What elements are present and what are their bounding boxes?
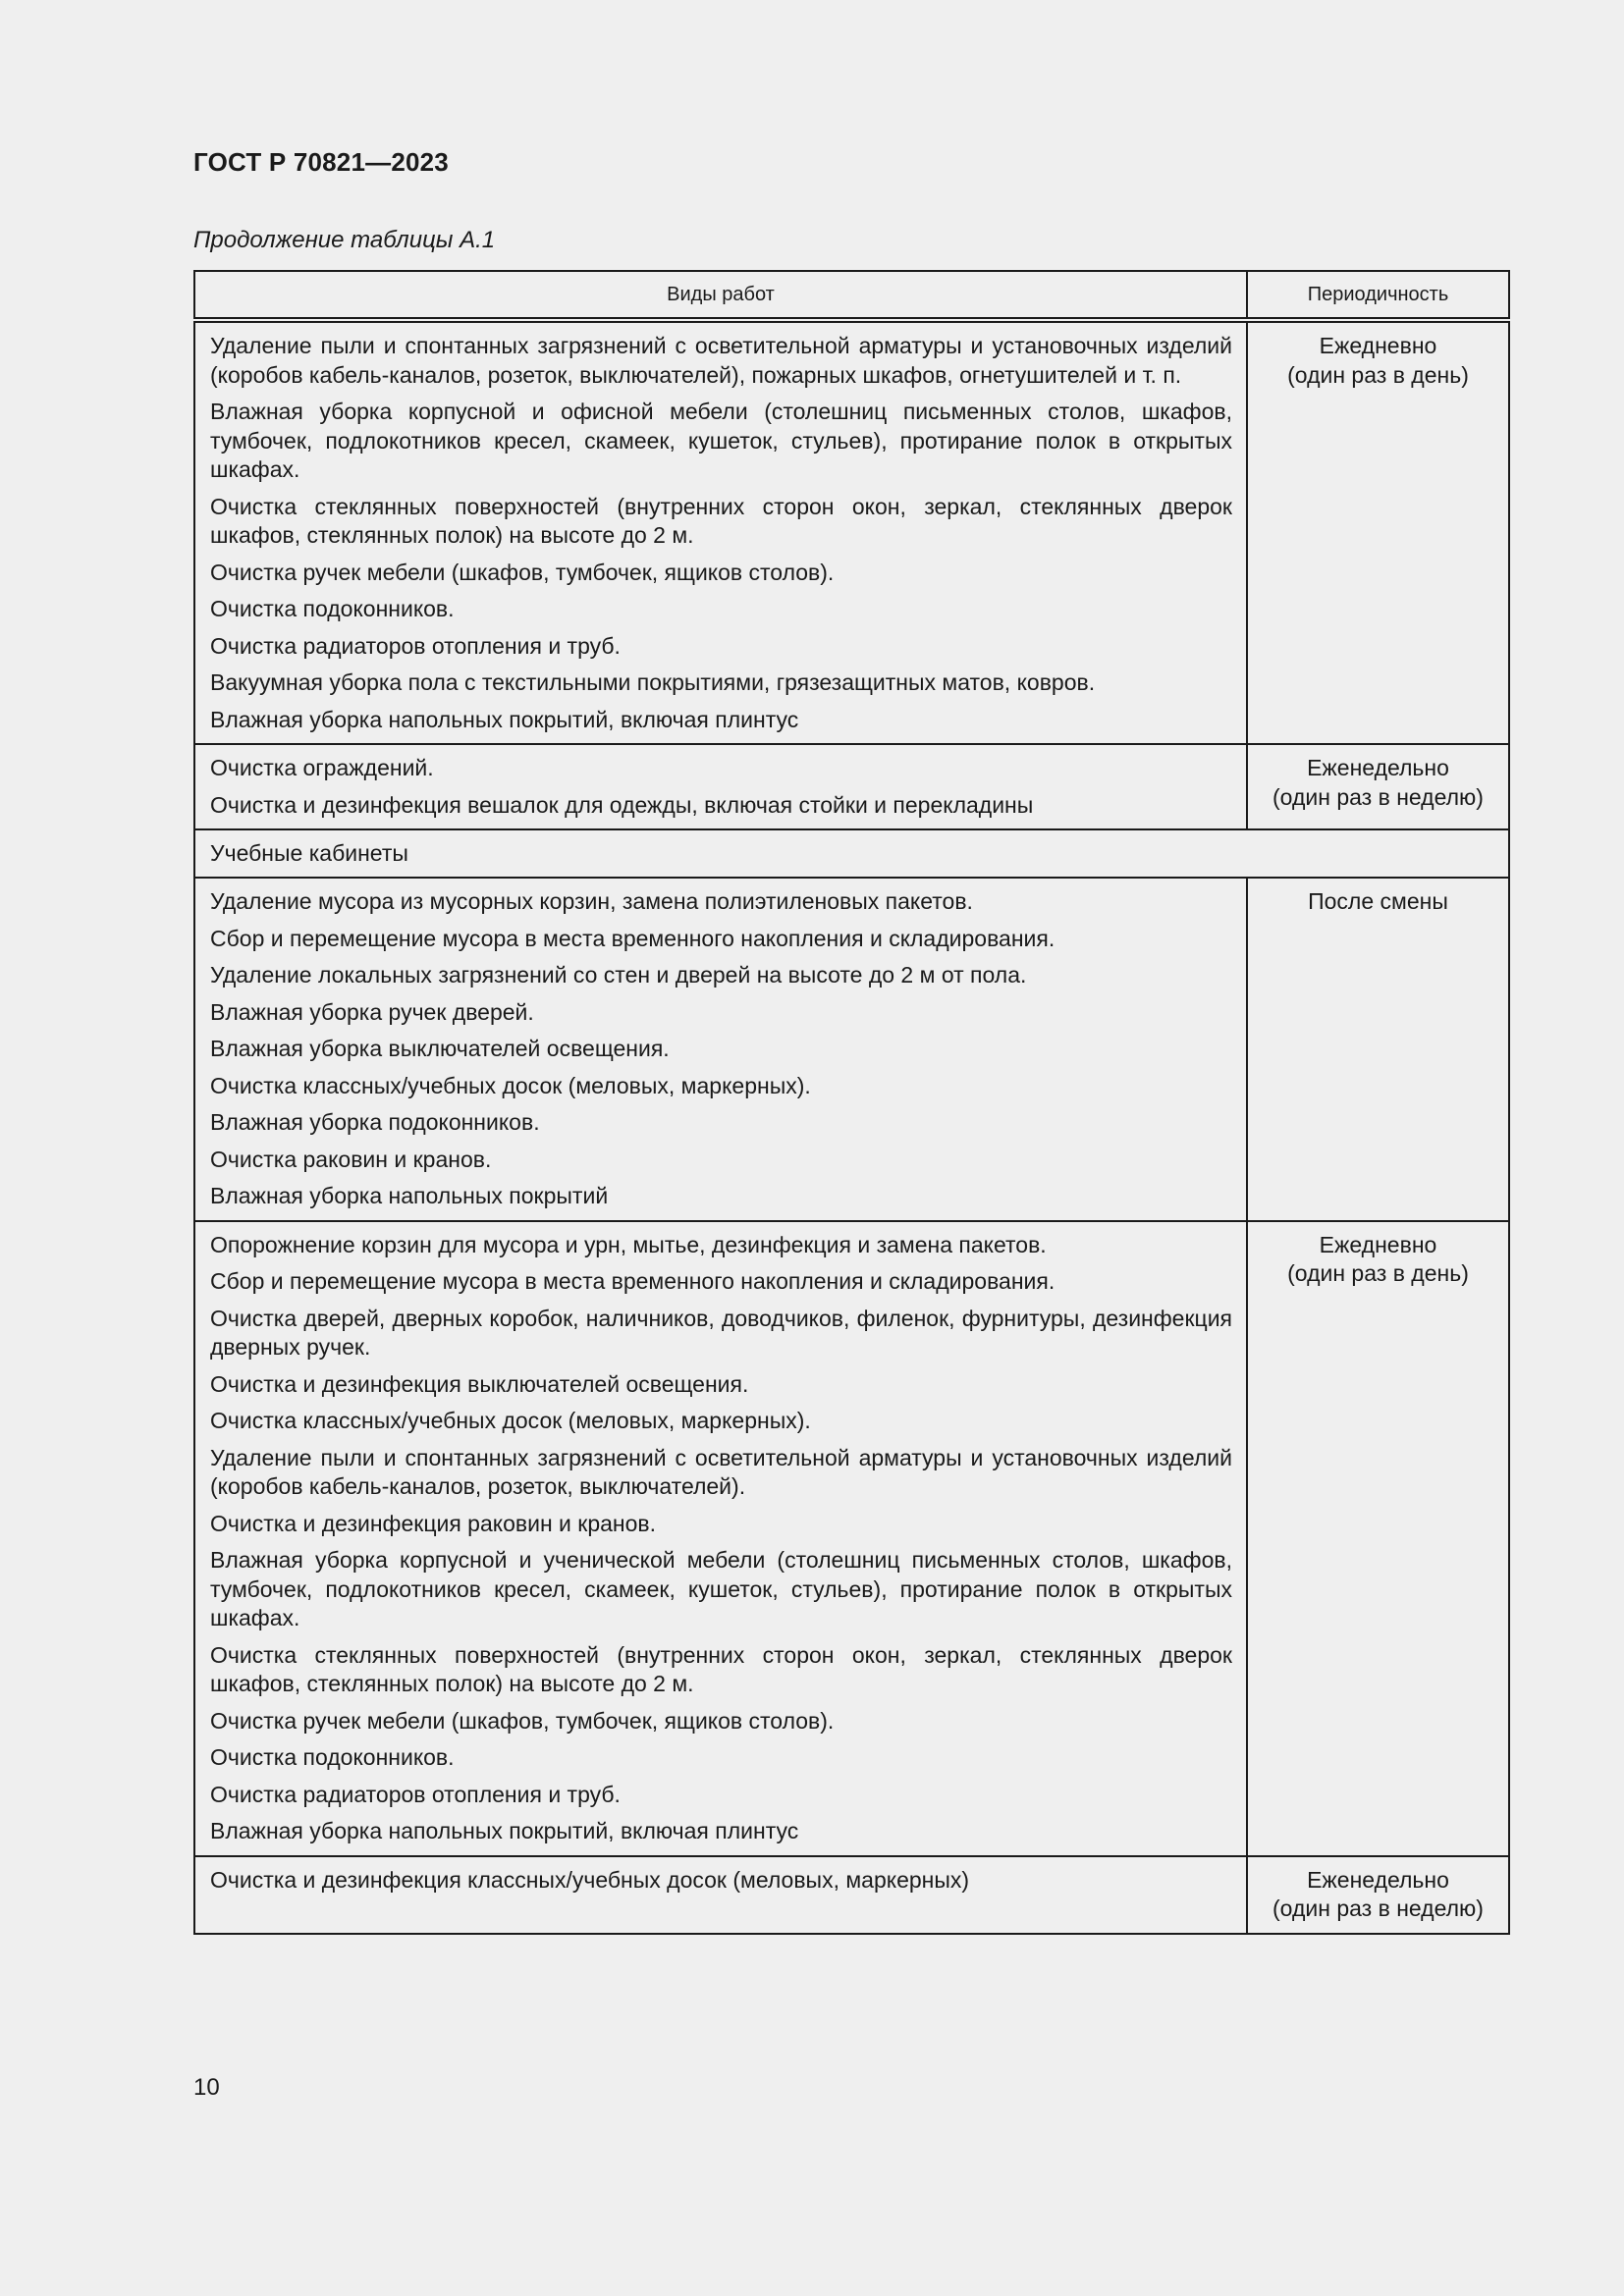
work-item: Очистка классных/учебных досок (меловых, маркерных). bbox=[210, 1408, 811, 1433]
work-item: Удаление пыли и спонтанных загрязнений с осветительной арматуры и установочных изделий (коробов кабель-каналов, розеток, выключателей), пожарных шкафов, огнетушителей и т. п. bbox=[210, 333, 1232, 388]
work-item: Влажная уборка ручек дверей. bbox=[210, 998, 534, 1025]
period-note: (один раз в неделю) bbox=[1272, 1896, 1484, 1921]
period-cell bbox=[1247, 744, 1509, 829]
period-label: Ежедневно bbox=[1319, 1231, 1437, 1257]
period-label: Еженедельно bbox=[1307, 755, 1449, 780]
work-item: Удаление мусора из мусорных корзин, замена полиэтиленовых пакетов. bbox=[210, 888, 973, 914]
document-code: ГОСТ Р 70821—2023 bbox=[193, 147, 449, 177]
page-number: 10 bbox=[193, 2074, 220, 2101]
table-row bbox=[194, 1221, 1509, 1856]
work-item: Очистка подоконников. bbox=[210, 596, 455, 621]
work-item: Удаление пыли и спонтанных загрязнений с осветительной арматуры и установочных изделий (коробов кабель-каналов, розеток, выключателей). bbox=[210, 1444, 1232, 1499]
work-item: Очистка ручек мебели (шкафов, тумбочек, ящиков столов). bbox=[210, 559, 835, 585]
work-item: Очистка классных/учебных досок (меловых, маркерных). bbox=[210, 1072, 811, 1098]
column-header-period: Периодичность bbox=[1247, 271, 1509, 320]
period-note: (один раз в неделю) bbox=[1272, 783, 1484, 810]
period-note: (один раз в день) bbox=[1287, 361, 1469, 388]
work-item: Очистка подоконников. bbox=[210, 1744, 455, 1770]
table-caption: Продолжение таблицы А.1 bbox=[193, 227, 496, 253]
table-header-row bbox=[194, 271, 1509, 320]
works-table bbox=[193, 270, 1510, 1935]
work-item: Очистка и дезинфекция вешалок для одежды, включая стойки и перекладины bbox=[210, 791, 1034, 818]
period-cell bbox=[1247, 1856, 1509, 1934]
period-label: Еженедельно bbox=[1307, 1866, 1449, 1893]
work-item: Очистка ограждений. bbox=[210, 755, 434, 780]
work-item: Влажная уборка корпусной и офисной мебели (столешниц письменных столов, шкафов, тумбочек, подлокотников кресел, скамеек, кушеток, стульев), протирание полок в открытых шкафах. bbox=[210, 399, 1232, 482]
works-cell bbox=[194, 1856, 1247, 1934]
work-item: Очистка и дезинфекция выключателей освещения. bbox=[210, 1370, 749, 1397]
section-title: Учебные кабинеты bbox=[194, 829, 1509, 878]
works-cell bbox=[194, 320, 1247, 744]
work-item: Очистка и дезинфекция раковин и кранов. bbox=[210, 1510, 657, 1536]
works-cell bbox=[194, 1221, 1247, 1856]
work-item: Очистка стеклянных поверхностей (внутренних сторон окон, зеркал, стеклянных дверок шкафов, стеклянных полок) на высоте до 2 м. bbox=[210, 493, 1232, 548]
table-row bbox=[194, 744, 1509, 829]
work-item: Влажная уборка напольных покрытий bbox=[210, 1183, 609, 1208]
period-cell bbox=[1247, 878, 1509, 1221]
work-item: Влажная уборка выключателей освещения. bbox=[210, 1036, 670, 1061]
work-item: Очистка стеклянных поверхностей (внутренних сторон окон, зеркал, стеклянных дверок шкафов, стеклянных полок) на высоте до 2 м. bbox=[210, 1641, 1232, 1696]
work-item: Очистка раковин и кранов. bbox=[210, 1146, 492, 1172]
work-item: Опорожнение корзин для мусора и урн, мытье, дезинфекция и замена пакетов. bbox=[210, 1231, 1047, 1257]
work-item: Вакуумная уборка пола с текстильными покрытиями, грязезащитных матов, ковров. bbox=[210, 669, 1096, 695]
work-item: Влажная уборка напольных покрытий, включая плинтус bbox=[210, 1818, 799, 1843]
work-item: Очистка радиаторов отопления и труб. bbox=[210, 632, 621, 659]
works-cell bbox=[194, 878, 1247, 1221]
table-row bbox=[194, 878, 1509, 1221]
period-label: После смены bbox=[1308, 888, 1448, 914]
works-cell bbox=[194, 744, 1247, 829]
period-cell bbox=[1247, 1221, 1509, 1856]
period-note: (один раз в день) bbox=[1287, 1260, 1469, 1286]
work-item: Сбор и перемещение мусора в места временного накопления и складирования. bbox=[210, 1268, 1056, 1294]
period-cell bbox=[1247, 320, 1509, 744]
table-row bbox=[194, 320, 1509, 744]
work-item: Влажная уборка подоконников. bbox=[210, 1109, 540, 1135]
work-item: Влажная уборка корпусной и ученической мебели (столешниц письменных столов, шкафов, тумбочек, подлокотников кресел, скамеек, кушеток, стульев), протирание полок в открытых шкафах. bbox=[210, 1547, 1232, 1630]
period-label: Ежедневно bbox=[1319, 333, 1437, 358]
column-header-works: Виды работ bbox=[194, 271, 1247, 320]
table-row bbox=[194, 1856, 1509, 1934]
work-item: Очистка радиаторов отопления и труб. bbox=[210, 1781, 621, 1807]
work-item: Удаление локальных загрязнений со стен и дверей на высоте до 2 м от пола. bbox=[210, 962, 1027, 988]
work-item: Очистка дверей, дверных коробок, наличников, доводчиков, филенок, фурнитуры, дезинфекция дверных ручек. bbox=[210, 1305, 1232, 1360]
work-item: Сбор и перемещение мусора в места временного накопления и складирования. bbox=[210, 925, 1056, 951]
work-item: Влажная уборка напольных покрытий, включая плинтус bbox=[210, 706, 799, 732]
work-item: Очистка и дезинфекция классных/учебных досок (меловых, маркерных) bbox=[210, 1866, 970, 1893]
section-row bbox=[194, 829, 1509, 878]
work-item: Очистка ручек мебели (шкафов, тумбочек, ящиков столов). bbox=[210, 1707, 835, 1734]
